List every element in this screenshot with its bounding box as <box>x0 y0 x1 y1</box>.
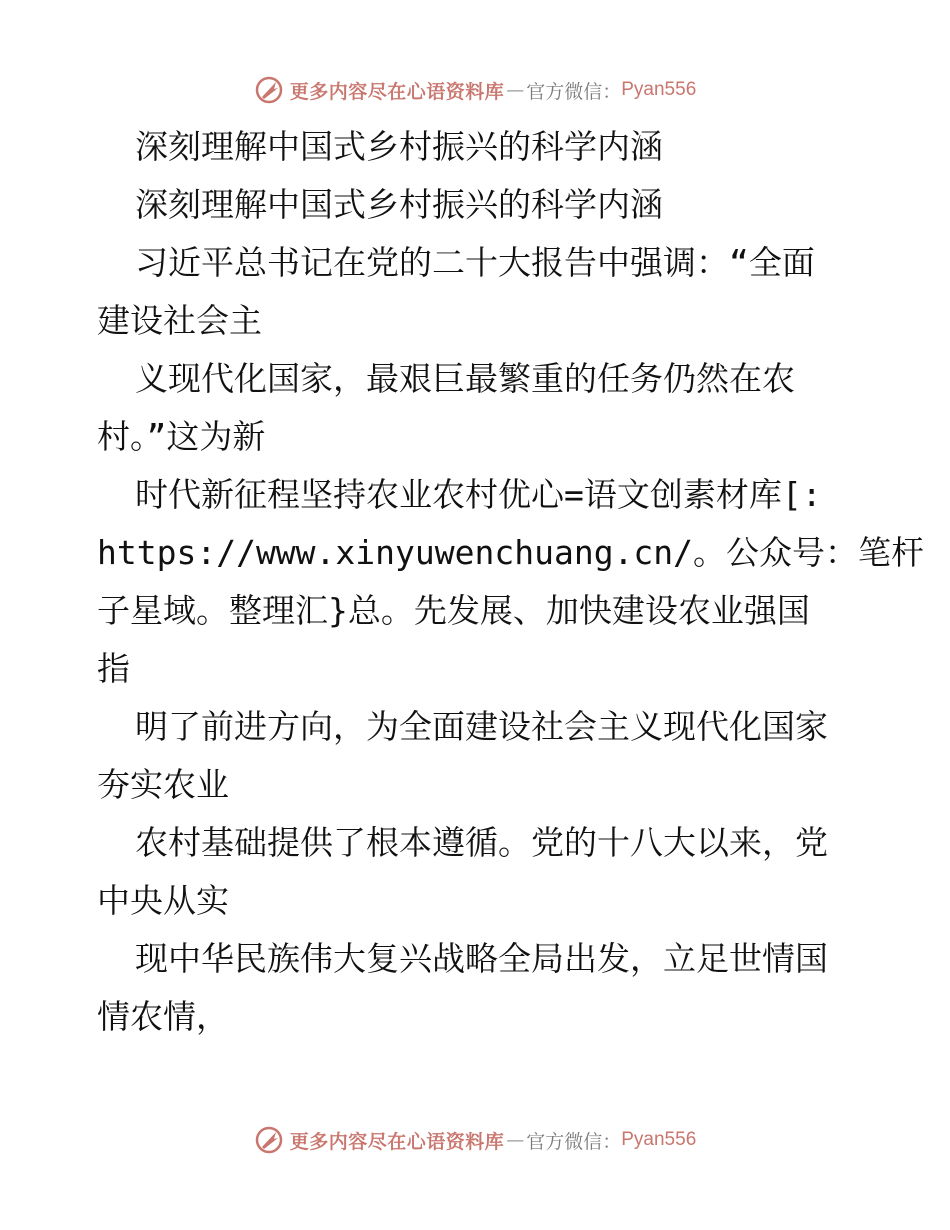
text-line: 现中华民族伟大复兴战略全局出发，立足世情国 <box>135 939 828 978</box>
text-line: 子星域。整理汇}总。先发展、加快建设农业强国 <box>97 591 810 630</box>
text-line: 深刻理解中国式乡村振兴的科学内涵 <box>135 127 663 166</box>
text-line: 时代新征程坚持农业农村优心=语文创素材库[: <box>135 475 822 514</box>
text-line: 明了前进方向，为全面建设社会主义现代化国家 <box>135 707 828 746</box>
watermark-wechat-id: Pyan556 <box>621 1129 697 1150</box>
watermark-separator: — <box>506 79 525 101</box>
text-line: 村。”这为新 <box>97 417 266 456</box>
quill-logo-icon <box>254 75 284 105</box>
document-body <box>97 118 925 1046</box>
text-line: 情农情， <box>97 997 229 1036</box>
text-line: 深刻理解中国式乡村振兴的科学内涵 <box>135 185 663 224</box>
watermark-text: 更多内容尽在心语资料库 <box>289 80 505 103</box>
text-line: 农村基础提供了根本遵循。党的十八大以来，党 <box>135 823 828 862</box>
watermark-wechat-label: 官方微信： <box>526 80 622 103</box>
footer-watermark <box>0 1120 950 1160</box>
watermark-text: 更多内容尽在心语资料库 <box>289 1130 505 1153</box>
text-line: 习近平总书记在党的二十大报告中强调：“全面 <box>135 243 815 282</box>
header-watermark <box>0 70 950 110</box>
watermark-separator: — <box>506 1129 525 1151</box>
text-line: https://www.xinyuwenchuang.cn/。公众号：笔杆 <box>97 533 925 572</box>
watermark-wechat-id: Pyan556 <box>621 79 697 100</box>
text-line: 义现代化国家，最艰巨最繁重的任务仍然在农 <box>135 359 795 398</box>
text-line: 夯实农业 <box>97 765 229 804</box>
text-line: 建设社会主 <box>97 301 262 340</box>
text-line: 中央从实 <box>97 881 229 920</box>
text-line: 指 <box>97 649 130 688</box>
quill-logo-icon <box>254 1125 284 1155</box>
watermark-wechat-label: 官方微信： <box>526 1130 622 1153</box>
